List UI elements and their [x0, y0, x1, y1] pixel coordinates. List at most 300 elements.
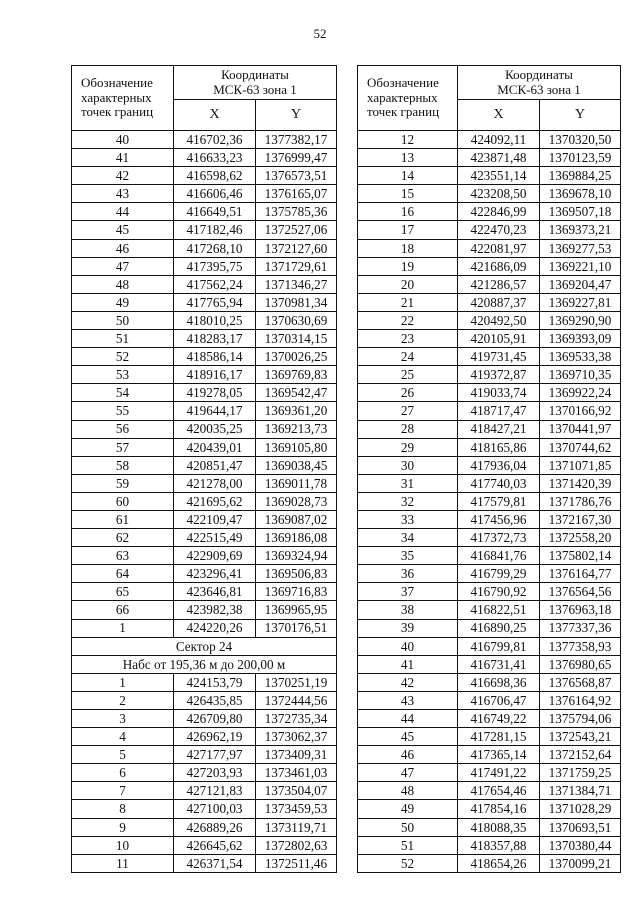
- y-coordinate-cell: 1370630,69: [256, 311, 337, 329]
- table-row: [358, 547, 621, 565]
- table-row: [72, 438, 337, 456]
- table-row: [358, 384, 621, 402]
- table-row: [358, 330, 621, 348]
- x-coordinate-cell: 418010,25: [174, 311, 256, 329]
- y-column-header: Y: [256, 100, 337, 131]
- table-row: [358, 492, 621, 510]
- x-coordinate-cell: 420851,47: [174, 456, 256, 474]
- point-number-cell: 50: [72, 311, 174, 329]
- x-coordinate-cell: 419278,05: [174, 384, 256, 402]
- y-coordinate-cell: 1370166,92: [540, 402, 621, 420]
- y-coordinate-cell: 1369393,09: [540, 330, 621, 348]
- table-row: [358, 728, 621, 746]
- table-row: [358, 456, 621, 474]
- x-coordinate-cell: 418717,47: [458, 402, 540, 420]
- table-row: [358, 529, 621, 547]
- x-coordinate-cell: 417268,10: [174, 239, 256, 257]
- x-coordinate-cell: 426962,19: [174, 728, 256, 746]
- x-coordinate-cell: 420887,37: [458, 293, 540, 311]
- x-coordinate-cell: 420035,25: [174, 420, 256, 438]
- x-coordinate-cell: 426371,54: [174, 854, 256, 872]
- y-coordinate-cell: 1370099,21: [540, 854, 621, 872]
- x-coordinate-cell: 421686,09: [458, 257, 540, 275]
- point-number-cell: 60: [72, 492, 174, 510]
- table-row: [72, 239, 337, 257]
- y-coordinate-cell: 1371346,27: [256, 275, 337, 293]
- table-row: [72, 330, 337, 348]
- y-coordinate-cell: 1376165,07: [256, 185, 337, 203]
- points-label-line: характерных: [81, 89, 152, 105]
- x-coordinate-cell: 418916,17: [174, 366, 256, 384]
- x-coordinate-cell: 422846,99: [458, 203, 540, 221]
- y-coordinate-cell: 1372735,34: [256, 710, 337, 728]
- point-number-cell: 6: [72, 764, 174, 782]
- table-row: [358, 131, 621, 149]
- y-coordinate-cell: 1369105,80: [256, 438, 337, 456]
- point-number-cell: 11: [72, 854, 174, 872]
- y-coordinate-cell: 1370441,97: [540, 420, 621, 438]
- table-row: [358, 800, 621, 818]
- table-row: [358, 221, 621, 239]
- x-coordinate-cell: 421286,57: [458, 275, 540, 293]
- coordinates-title-line: Координаты: [505, 66, 573, 82]
- point-number-cell: 7: [72, 782, 174, 800]
- y-coordinate-cell: 1369204,47: [540, 275, 621, 293]
- x-coordinate-cell: 422081,97: [458, 239, 540, 257]
- point-number-cell: 44: [358, 710, 458, 728]
- y-coordinate-cell: 1376980,65: [540, 655, 621, 673]
- x-coordinate-cell: 421695,62: [174, 492, 256, 510]
- point-number-cell: 38: [358, 601, 458, 619]
- x-coordinate-cell: 416633,23: [174, 149, 256, 167]
- point-number-cell: 66: [72, 601, 174, 619]
- y-coordinate-cell: 1376573,51: [256, 167, 337, 185]
- point-number-cell: 17: [358, 221, 458, 239]
- table-row: [72, 311, 337, 329]
- coordinates-table-right: [357, 65, 621, 873]
- y-coordinate-cell: 1369542,47: [256, 384, 337, 402]
- coordinates-header: [458, 66, 621, 100]
- y-coordinate-cell: 1370314,15: [256, 330, 337, 348]
- x-coordinate-cell: 423296,41: [174, 565, 256, 583]
- point-number-cell: 10: [72, 836, 174, 854]
- points-label-line: точек границ: [81, 104, 154, 120]
- y-coordinate-cell: 1369324,94: [256, 547, 337, 565]
- x-coordinate-cell: 416799,81: [458, 637, 540, 655]
- x-coordinate-cell: 418427,21: [458, 420, 540, 438]
- y-coordinate-cell: 1369678,10: [540, 185, 621, 203]
- x-coordinate-cell: 426435,85: [174, 691, 256, 709]
- table-row: [72, 728, 337, 746]
- table-row: [358, 185, 621, 203]
- y-coordinate-cell: 1373062,37: [256, 728, 337, 746]
- y-coordinate-cell: 1370320,50: [540, 131, 621, 149]
- y-coordinate-cell: 1372558,20: [540, 529, 621, 547]
- table-row: [358, 275, 621, 293]
- y-coordinate-cell: 1369011,78: [256, 474, 337, 492]
- y-coordinate-cell: 1371071,85: [540, 456, 621, 474]
- table-row: [72, 257, 337, 275]
- y-coordinate-cell: 1370176,51: [256, 619, 337, 637]
- point-number-cell: 52: [72, 348, 174, 366]
- point-number-cell: 9: [72, 818, 174, 836]
- point-number-cell: 20: [358, 275, 458, 293]
- table-row: [358, 239, 621, 257]
- x-coordinate-cell: 418654,26: [458, 854, 540, 872]
- table-row: [358, 366, 621, 384]
- x-coordinate-cell: 416822,51: [458, 601, 540, 619]
- x-coordinate-cell: 419731,45: [458, 348, 540, 366]
- point-number-cell: 22: [358, 311, 458, 329]
- coordinates-table-left: [71, 65, 337, 873]
- point-number-cell: 34: [358, 529, 458, 547]
- x-coordinate-cell: 423982,38: [174, 601, 256, 619]
- table-row: [72, 510, 337, 528]
- table-row: [72, 619, 337, 637]
- point-number-cell: 41: [358, 655, 458, 673]
- coordinates-title-line: Координаты: [221, 66, 289, 82]
- page-number: 52: [313, 26, 327, 41]
- y-coordinate-cell: 1372543,21: [540, 728, 621, 746]
- y-coordinate-cell: 1371759,25: [540, 764, 621, 782]
- point-number-cell: 40: [72, 131, 174, 149]
- point-number-cell: 16: [358, 203, 458, 221]
- y-coordinate-cell: 1377337,36: [540, 619, 621, 637]
- point-number-cell: 1: [72, 619, 174, 637]
- x-coordinate-cell: 427121,83: [174, 782, 256, 800]
- point-number-cell: 63: [72, 547, 174, 565]
- y-coordinate-cell: 1369769,83: [256, 366, 337, 384]
- x-coordinate-cell: 422515,49: [174, 529, 256, 547]
- sector-title-row: [72, 637, 337, 655]
- x-coordinate-cell: 416649,51: [174, 203, 256, 221]
- coordinates-title-line: МСК-63 зона 1: [497, 81, 581, 97]
- table-row: [72, 402, 337, 420]
- sector-title: Сектор 24: [72, 637, 337, 655]
- point-number-cell: 24: [358, 348, 458, 366]
- x-coordinate-cell: 416799,29: [458, 565, 540, 583]
- point-number-cell: 45: [358, 728, 458, 746]
- x-coordinate-cell: 417765,94: [174, 293, 256, 311]
- x-coordinate-cell: 423208,50: [458, 185, 540, 203]
- table-row: [358, 818, 621, 836]
- table-row: [358, 619, 621, 637]
- x-coordinate-cell: 422109,47: [174, 510, 256, 528]
- point-number-cell: 42: [358, 673, 458, 691]
- point-number-cell: 15: [358, 185, 458, 203]
- y-coordinate-cell: 1369277,53: [540, 239, 621, 257]
- y-coordinate-cell: 1376564,56: [540, 583, 621, 601]
- table-row: [72, 492, 337, 510]
- table-row: [358, 565, 621, 583]
- point-number-cell: 41: [72, 149, 174, 167]
- point-number-cell: 36: [358, 565, 458, 583]
- x-coordinate-cell: 416606,46: [174, 185, 256, 203]
- point-number-cell: 54: [72, 384, 174, 402]
- point-number-cell: 33: [358, 510, 458, 528]
- table-row: [72, 293, 337, 311]
- table-row: [72, 800, 337, 818]
- table-header-row: [358, 66, 621, 100]
- x-coordinate-cell: 427100,03: [174, 800, 256, 818]
- y-coordinate-cell: 1376164,92: [540, 691, 621, 709]
- point-number-cell: 13: [358, 149, 458, 167]
- table-row: [72, 167, 337, 185]
- y-coordinate-cell: 1375802,14: [540, 547, 621, 565]
- x-coordinate-cell: 416731,41: [458, 655, 540, 673]
- y-coordinate-cell: 1373461,03: [256, 764, 337, 782]
- table-row: [72, 275, 337, 293]
- x-coordinate-cell: 426709,80: [174, 710, 256, 728]
- x-coordinate-cell: 427203,93: [174, 764, 256, 782]
- x-coordinate-cell: 420492,50: [458, 311, 540, 329]
- table-row: [358, 673, 621, 691]
- point-number-cell: 2: [72, 691, 174, 709]
- table-row: [358, 637, 621, 655]
- table-row: [72, 583, 337, 601]
- point-number-cell: 47: [358, 764, 458, 782]
- x-coordinate-cell: 420439,01: [174, 438, 256, 456]
- y-coordinate-cell: 1369506,83: [256, 565, 337, 583]
- point-number-cell: 12: [358, 131, 458, 149]
- table-row: [358, 854, 621, 872]
- point-number-cell: 53: [72, 366, 174, 384]
- table-row: [72, 547, 337, 565]
- point-number-cell: 55: [72, 402, 174, 420]
- table-row: [358, 257, 621, 275]
- point-number-cell: 19: [358, 257, 458, 275]
- table-row: [72, 710, 337, 728]
- points-label-header: [358, 66, 458, 131]
- x-coordinate-cell: 416890,25: [458, 619, 540, 637]
- point-number-cell: 25: [358, 366, 458, 384]
- x-coordinate-cell: 419644,17: [174, 402, 256, 420]
- x-coordinate-cell: 416749,22: [458, 710, 540, 728]
- point-number-cell: 48: [72, 275, 174, 293]
- point-number-cell: 47: [72, 257, 174, 275]
- table-row: [72, 420, 337, 438]
- point-number-cell: 58: [72, 456, 174, 474]
- point-number-cell: 29: [358, 438, 458, 456]
- table-row: [358, 601, 621, 619]
- y-coordinate-cell: 1370744,62: [540, 438, 621, 456]
- y-coordinate-cell: 1377358,93: [540, 637, 621, 655]
- table-row: [72, 203, 337, 221]
- table-row: [358, 203, 621, 221]
- table-row: [72, 673, 337, 691]
- table-row: [72, 384, 337, 402]
- point-number-cell: 51: [358, 836, 458, 854]
- points-label-line: характерных: [367, 89, 438, 105]
- table-row: [72, 149, 337, 167]
- table-row: [72, 746, 337, 764]
- point-number-cell: 1: [72, 673, 174, 691]
- y-coordinate-cell: 1369716,83: [256, 583, 337, 601]
- points-label-header: [72, 66, 174, 131]
- points-label-line: Обозначение: [81, 75, 153, 91]
- point-number-cell: 28: [358, 420, 458, 438]
- y-coordinate-cell: 1369290,90: [540, 311, 621, 329]
- y-coordinate-cell: 1370693,51: [540, 818, 621, 836]
- x-coordinate-cell: 426889,26: [174, 818, 256, 836]
- y-coordinate-cell: 1369884,25: [540, 167, 621, 185]
- y-coordinate-cell: 1376568,87: [540, 673, 621, 691]
- point-number-cell: 65: [72, 583, 174, 601]
- point-number-cell: 37: [358, 583, 458, 601]
- y-coordinate-cell: 1369965,95: [256, 601, 337, 619]
- table-row: [72, 474, 337, 492]
- point-number-cell: 57: [72, 438, 174, 456]
- point-number-cell: 51: [72, 330, 174, 348]
- y-coordinate-cell: 1372127,60: [256, 239, 337, 257]
- x-coordinate-cell: 422909,69: [174, 547, 256, 565]
- point-number-cell: 4: [72, 728, 174, 746]
- table-row: [72, 221, 337, 239]
- y-coordinate-cell: 1369533,38: [540, 348, 621, 366]
- point-number-cell: 50: [358, 818, 458, 836]
- y-coordinate-cell: 1373119,71: [256, 818, 337, 836]
- y-coordinate-cell: 1376963,18: [540, 601, 621, 619]
- x-coordinate-cell: 417491,22: [458, 764, 540, 782]
- x-coordinate-cell: 424092,11: [458, 131, 540, 149]
- point-number-cell: 18: [358, 239, 458, 257]
- point-number-cell: 43: [358, 691, 458, 709]
- table-row: [358, 836, 621, 854]
- y-coordinate-cell: 1372802,63: [256, 836, 337, 854]
- table-row: [358, 149, 621, 167]
- table-row: [72, 818, 337, 836]
- point-number-cell: 64: [72, 565, 174, 583]
- x-coordinate-cell: 417740,03: [458, 474, 540, 492]
- y-coordinate-cell: 1369186,08: [256, 529, 337, 547]
- table-row: [72, 529, 337, 547]
- x-coordinate-cell: 427177,97: [174, 746, 256, 764]
- y-coordinate-cell: 1373459,53: [256, 800, 337, 818]
- x-coordinate-cell: 418357,88: [458, 836, 540, 854]
- x-coordinate-cell: 417182,46: [174, 221, 256, 239]
- x-coordinate-cell: 419372,87: [458, 366, 540, 384]
- table-row: [358, 474, 621, 492]
- table-row: [72, 366, 337, 384]
- point-number-cell: 32: [358, 492, 458, 510]
- y-coordinate-cell: 1376999,47: [256, 149, 337, 167]
- y-coordinate-cell: 1373504,07: [256, 782, 337, 800]
- x-coordinate-cell: 417365,14: [458, 746, 540, 764]
- point-number-cell: 43: [72, 185, 174, 203]
- table-row: [358, 402, 621, 420]
- x-coordinate-cell: 417372,73: [458, 529, 540, 547]
- x-coordinate-cell: 418088,35: [458, 818, 540, 836]
- x-coordinate-cell: 416706,47: [458, 691, 540, 709]
- point-number-cell: 45: [72, 221, 174, 239]
- y-coordinate-cell: 1372167,30: [540, 510, 621, 528]
- y-column-header: Y: [540, 100, 621, 131]
- table-row: [358, 293, 621, 311]
- y-coordinate-cell: 1369507,18: [540, 203, 621, 221]
- point-number-cell: 8: [72, 800, 174, 818]
- point-number-cell: 27: [358, 402, 458, 420]
- table-row: [72, 764, 337, 782]
- point-number-cell: 31: [358, 474, 458, 492]
- table-row: [72, 854, 337, 872]
- point-number-cell: 49: [72, 293, 174, 311]
- y-coordinate-cell: 1369227,81: [540, 293, 621, 311]
- points-label-line: точек границ: [367, 104, 440, 120]
- table-row: [72, 782, 337, 800]
- y-coordinate-cell: 1376164,77: [540, 565, 621, 583]
- x-coordinate-cell: 423871,48: [458, 149, 540, 167]
- point-number-cell: 52: [358, 854, 458, 872]
- x-coordinate-cell: 417281,15: [458, 728, 540, 746]
- sector-range: Набс от 195,36 м до 200,00 м: [72, 655, 337, 673]
- x-coordinate-cell: 423551,14: [458, 167, 540, 185]
- point-number-cell: 59: [72, 474, 174, 492]
- table-row: [72, 601, 337, 619]
- x-coordinate-cell: 421278,00: [174, 474, 256, 492]
- point-number-cell: 5: [72, 746, 174, 764]
- points-label-line: Обозначение: [367, 75, 439, 91]
- x-coordinate-cell: 423646,81: [174, 583, 256, 601]
- y-coordinate-cell: 1372444,56: [256, 691, 337, 709]
- table-row: [358, 710, 621, 728]
- point-number-cell: 14: [358, 167, 458, 185]
- table-row: [72, 836, 337, 854]
- table-header-row: [72, 66, 337, 100]
- x-coordinate-cell: 424220,26: [174, 619, 256, 637]
- table-row: [358, 764, 621, 782]
- table-row: [358, 655, 621, 673]
- x-coordinate-cell: 418586,14: [174, 348, 256, 366]
- point-number-cell: 46: [358, 746, 458, 764]
- y-coordinate-cell: 1371729,61: [256, 257, 337, 275]
- point-number-cell: 3: [72, 710, 174, 728]
- y-coordinate-cell: 1370123,59: [540, 149, 621, 167]
- x-coordinate-cell: 416841,76: [458, 547, 540, 565]
- point-number-cell: 48: [358, 782, 458, 800]
- y-coordinate-cell: 1372152,64: [540, 746, 621, 764]
- point-number-cell: 39: [358, 619, 458, 637]
- y-coordinate-cell: 1369028,73: [256, 492, 337, 510]
- y-coordinate-cell: 1375785,36: [256, 203, 337, 221]
- point-number-cell: 61: [72, 510, 174, 528]
- x-coordinate-cell: 426645,62: [174, 836, 256, 854]
- x-coordinate-cell: 416598,62: [174, 167, 256, 185]
- table-row: [72, 348, 337, 366]
- table-row: [358, 746, 621, 764]
- y-coordinate-cell: 1372527,06: [256, 221, 337, 239]
- y-coordinate-cell: 1369922,24: [540, 384, 621, 402]
- y-coordinate-cell: 1370251,19: [256, 673, 337, 691]
- table-row: [358, 348, 621, 366]
- x-coordinate-cell: 418283,17: [174, 330, 256, 348]
- x-coordinate-cell: 416698,36: [458, 673, 540, 691]
- y-coordinate-cell: 1370026,25: [256, 348, 337, 366]
- x-coordinate-cell: 422470,23: [458, 221, 540, 239]
- x-coordinate-cell: 416790,92: [458, 583, 540, 601]
- point-number-cell: 42: [72, 167, 174, 185]
- x-column-header: X: [458, 100, 540, 131]
- y-coordinate-cell: 1370981,34: [256, 293, 337, 311]
- x-coordinate-cell: 418165,86: [458, 438, 540, 456]
- point-number-cell: 23: [358, 330, 458, 348]
- point-number-cell: 35: [358, 547, 458, 565]
- table-row: [358, 691, 621, 709]
- table-row: [358, 583, 621, 601]
- y-coordinate-cell: 1369038,45: [256, 456, 337, 474]
- y-coordinate-cell: 1369373,21: [540, 221, 621, 239]
- table-row: [358, 438, 621, 456]
- table-row: [358, 311, 621, 329]
